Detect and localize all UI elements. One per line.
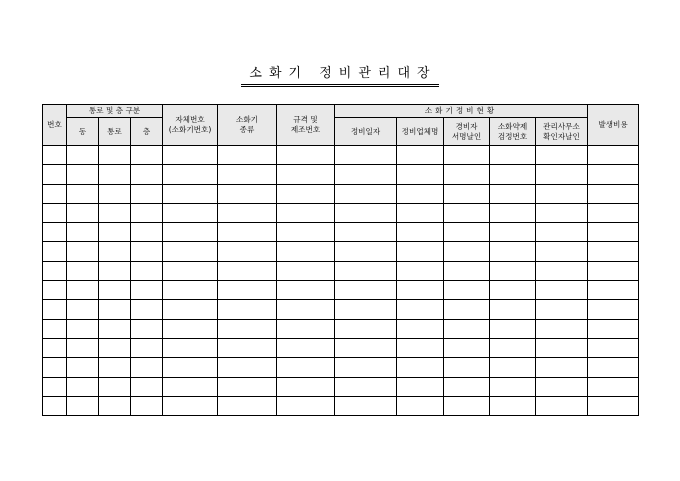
- table-cell[interactable]: [99, 146, 131, 165]
- header-maintenance-company: 정비업체명: [397, 118, 444, 146]
- table-cell[interactable]: [277, 396, 335, 415]
- header-agent-cert-number: 소화약제 검정번호: [490, 118, 536, 146]
- table-cell[interactable]: [536, 377, 588, 396]
- table-cell[interactable]: [218, 377, 277, 396]
- table-cell[interactable]: [444, 165, 490, 184]
- table-cell[interactable]: [588, 261, 639, 280]
- table-cell[interactable]: [131, 338, 163, 357]
- table-cell[interactable]: [43, 203, 67, 222]
- table-cell[interactable]: [444, 358, 490, 377]
- table-cell[interactable]: [218, 261, 277, 280]
- table-cell[interactable]: [397, 184, 444, 203]
- header-self-number: 자체번호 (소화기번호): [163, 105, 218, 146]
- table-row: [43, 319, 639, 338]
- table-cell[interactable]: [536, 281, 588, 300]
- table-cell[interactable]: [490, 242, 536, 261]
- table-cell[interactable]: [67, 146, 99, 165]
- table-cell[interactable]: [131, 358, 163, 377]
- table-cell[interactable]: [218, 203, 277, 222]
- table-row: [43, 300, 639, 319]
- table-cell[interactable]: [277, 184, 335, 203]
- table-cell[interactable]: [99, 281, 131, 300]
- table-cell[interactable]: [397, 281, 444, 300]
- table-cell[interactable]: [444, 338, 490, 357]
- table-cell[interactable]: [131, 242, 163, 261]
- table-cell[interactable]: [397, 319, 444, 338]
- table-cell[interactable]: [218, 281, 277, 300]
- document-title: 소화기 정비관리대장: [241, 62, 438, 87]
- table-cell[interactable]: [397, 223, 444, 242]
- table-cell[interactable]: [536, 319, 588, 338]
- table-cell[interactable]: [397, 338, 444, 357]
- table-cell[interactable]: [131, 377, 163, 396]
- table-cell[interactable]: [163, 184, 218, 203]
- table-cell[interactable]: [536, 242, 588, 261]
- table-cell[interactable]: [397, 165, 444, 184]
- table-cell[interactable]: [43, 281, 67, 300]
- table-cell[interactable]: [99, 165, 131, 184]
- table-cell[interactable]: [444, 203, 490, 222]
- table-cell[interactable]: [99, 377, 131, 396]
- table-cell[interactable]: [218, 242, 277, 261]
- header-office-confirm: 관리사무소 확인자날인: [536, 118, 588, 146]
- table-cell[interactable]: [163, 358, 218, 377]
- table-cell[interactable]: [490, 319, 536, 338]
- maintenance-ledger-table: [42, 104, 639, 416]
- table-cell[interactable]: [335, 223, 397, 242]
- table-cell[interactable]: [99, 223, 131, 242]
- table-cell[interactable]: [43, 184, 67, 203]
- header-passage: 통로: [99, 118, 131, 146]
- table-cell[interactable]: [536, 396, 588, 415]
- header-guard-signature: 경비자 서명날인: [444, 118, 490, 146]
- table-cell[interactable]: [490, 281, 536, 300]
- table-row: [43, 203, 639, 222]
- table-cell[interactable]: [99, 358, 131, 377]
- table-cell[interactable]: [588, 203, 639, 222]
- table-cell[interactable]: [490, 261, 536, 280]
- header-floor: 층: [131, 118, 163, 146]
- table-cell[interactable]: [335, 358, 397, 377]
- table-cell[interactable]: [67, 377, 99, 396]
- table-cell[interactable]: [277, 377, 335, 396]
- table-cell[interactable]: [444, 242, 490, 261]
- table-header: [43, 105, 639, 146]
- table-cell[interactable]: [588, 300, 639, 319]
- table-cell[interactable]: [536, 184, 588, 203]
- table-cell[interactable]: [43, 165, 67, 184]
- table-cell[interactable]: [163, 319, 218, 338]
- table-cell[interactable]: [536, 146, 588, 165]
- table-cell[interactable]: [99, 300, 131, 319]
- table-cell[interactable]: [99, 319, 131, 338]
- header-cost: 발생비용: [588, 105, 639, 146]
- table-cell[interactable]: [277, 281, 335, 300]
- table-cell[interactable]: [131, 396, 163, 415]
- table-cell[interactable]: [490, 396, 536, 415]
- table-row: [43, 165, 639, 184]
- table-cell[interactable]: [588, 377, 639, 396]
- table-cell[interactable]: [335, 319, 397, 338]
- table-cell[interactable]: [588, 281, 639, 300]
- table-cell[interactable]: [99, 396, 131, 415]
- table-cell[interactable]: [43, 261, 67, 280]
- table-cell[interactable]: [163, 203, 218, 222]
- table-cell[interactable]: [335, 146, 397, 165]
- table-cell[interactable]: [490, 300, 536, 319]
- table-cell[interactable]: [163, 146, 218, 165]
- table-cell[interactable]: [588, 319, 639, 338]
- table-cell[interactable]: [536, 223, 588, 242]
- table-cell[interactable]: [67, 300, 99, 319]
- table-cell[interactable]: [163, 396, 218, 415]
- header-building: 동: [67, 118, 99, 146]
- table-cell[interactable]: [43, 242, 67, 261]
- table-cell[interactable]: [335, 203, 397, 222]
- table-cell[interactable]: [277, 358, 335, 377]
- table-cell[interactable]: [490, 184, 536, 203]
- table-cell[interactable]: [67, 281, 99, 300]
- table-cell[interactable]: [218, 223, 277, 242]
- table-cell[interactable]: [67, 338, 99, 357]
- table-cell[interactable]: [588, 358, 639, 377]
- table-cell[interactable]: [397, 146, 444, 165]
- header-spec-serial: 규격 및 제조번호: [277, 105, 335, 146]
- table-row: [43, 358, 639, 377]
- table-cell[interactable]: [218, 338, 277, 357]
- table-cell[interactable]: [99, 338, 131, 357]
- table-cell[interactable]: [67, 396, 99, 415]
- table-row: [43, 377, 639, 396]
- table-row: [43, 146, 639, 165]
- table-cell[interactable]: [397, 358, 444, 377]
- table-row: [43, 396, 639, 415]
- table-cell[interactable]: [588, 223, 639, 242]
- table-cell[interactable]: [335, 377, 397, 396]
- table-cell[interactable]: [67, 319, 99, 338]
- table-cell[interactable]: [43, 338, 67, 357]
- table-cell[interactable]: [43, 396, 67, 415]
- table-cell[interactable]: [335, 184, 397, 203]
- table-cell[interactable]: [490, 203, 536, 222]
- table-cell[interactable]: [218, 184, 277, 203]
- table-cell[interactable]: [218, 146, 277, 165]
- table-cell[interactable]: [163, 261, 218, 280]
- table-cell[interactable]: [218, 165, 277, 184]
- table-cell[interactable]: [588, 184, 639, 203]
- table-cell[interactable]: [99, 184, 131, 203]
- table-cell[interactable]: [67, 223, 99, 242]
- table-cell[interactable]: [536, 165, 588, 184]
- table-cell[interactable]: [444, 261, 490, 280]
- table-cell[interactable]: [277, 319, 335, 338]
- table-cell[interactable]: [277, 261, 335, 280]
- table-cell[interactable]: [335, 165, 397, 184]
- table-cell[interactable]: [99, 203, 131, 222]
- table-cell[interactable]: [277, 146, 335, 165]
- table-row: [43, 242, 639, 261]
- table-cell[interactable]: [444, 396, 490, 415]
- table-cell[interactable]: [277, 300, 335, 319]
- table-cell[interactable]: [277, 203, 335, 222]
- header-passage-floor-group: 통로 및 층 구분: [67, 105, 163, 118]
- table-body: [43, 146, 639, 416]
- table-cell[interactable]: [444, 223, 490, 242]
- table-cell[interactable]: [588, 165, 639, 184]
- table-cell[interactable]: [277, 165, 335, 184]
- table-cell[interactable]: [67, 203, 99, 222]
- table-cell[interactable]: [131, 165, 163, 184]
- table-cell[interactable]: [163, 223, 218, 242]
- table-cell[interactable]: [397, 396, 444, 415]
- table-cell[interactable]: [163, 165, 218, 184]
- table-cell[interactable]: [490, 146, 536, 165]
- table-row: [43, 261, 639, 280]
- table-cell[interactable]: [43, 300, 67, 319]
- table-cell[interactable]: [67, 242, 99, 261]
- table-cell[interactable]: [218, 319, 277, 338]
- header-maintenance-status: 소화기정비현황: [335, 105, 588, 118]
- table-cell[interactable]: [444, 319, 490, 338]
- table-row: [43, 281, 639, 300]
- table-cell[interactable]: [335, 242, 397, 261]
- table-cell[interactable]: [444, 300, 490, 319]
- table-cell[interactable]: [536, 203, 588, 222]
- table-cell[interactable]: [99, 261, 131, 280]
- table-cell[interactable]: [218, 358, 277, 377]
- table-cell[interactable]: [163, 338, 218, 357]
- table-cell[interactable]: [43, 146, 67, 165]
- table-cell[interactable]: [131, 281, 163, 300]
- header-number: 번호: [43, 105, 67, 146]
- table-cell[interactable]: [218, 396, 277, 415]
- table-cell[interactable]: [277, 242, 335, 261]
- table-cell[interactable]: [444, 377, 490, 396]
- table-cell[interactable]: [444, 146, 490, 165]
- table-cell[interactable]: [397, 203, 444, 222]
- table-cell[interactable]: [444, 281, 490, 300]
- table-cell[interactable]: [490, 377, 536, 396]
- table-cell[interactable]: [131, 319, 163, 338]
- document-title-wrap: [0, 62, 680, 87]
- table-cell[interactable]: [490, 165, 536, 184]
- table-cell[interactable]: [335, 338, 397, 357]
- table-cell[interactable]: [588, 146, 639, 165]
- table-cell[interactable]: [67, 358, 99, 377]
- table-cell[interactable]: [444, 184, 490, 203]
- table-row: [43, 223, 639, 242]
- table-cell[interactable]: [397, 242, 444, 261]
- table-cell[interactable]: [163, 281, 218, 300]
- table-cell[interactable]: [43, 319, 67, 338]
- table-cell[interactable]: [335, 396, 397, 415]
- table-cell[interactable]: [588, 338, 639, 357]
- table-cell[interactable]: [397, 300, 444, 319]
- table-cell[interactable]: [67, 184, 99, 203]
- table-cell[interactable]: [67, 261, 99, 280]
- table-cell[interactable]: [335, 281, 397, 300]
- table-cell[interactable]: [131, 223, 163, 242]
- table-cell[interactable]: [218, 300, 277, 319]
- table-cell[interactable]: [131, 300, 163, 319]
- table-cell[interactable]: [99, 242, 131, 261]
- table-cell[interactable]: [490, 223, 536, 242]
- table-cell[interactable]: [67, 165, 99, 184]
- table-row: [43, 338, 639, 357]
- table-cell[interactable]: [397, 377, 444, 396]
- table-cell[interactable]: [131, 261, 163, 280]
- table-cell[interactable]: [536, 261, 588, 280]
- table-cell[interactable]: [335, 261, 397, 280]
- table-cell[interactable]: [131, 146, 163, 165]
- table-cell[interactable]: [536, 358, 588, 377]
- table-cell[interactable]: [490, 358, 536, 377]
- table-cell[interactable]: [131, 184, 163, 203]
- header-maintenance-date: 정비일자: [335, 118, 397, 146]
- table-cell[interactable]: [43, 377, 67, 396]
- table-cell[interactable]: [277, 223, 335, 242]
- table-cell[interactable]: [397, 261, 444, 280]
- table-cell[interactable]: [43, 358, 67, 377]
- table-cell[interactable]: [335, 300, 397, 319]
- table-cell[interactable]: [588, 396, 639, 415]
- table-cell[interactable]: [131, 203, 163, 222]
- table-cell[interactable]: [277, 338, 335, 357]
- header-extinguisher-type: 소화기 종류: [218, 105, 277, 146]
- table-cell[interactable]: [163, 242, 218, 261]
- table-row: [43, 184, 639, 203]
- table-cell[interactable]: [163, 300, 218, 319]
- table-cell[interactable]: [536, 338, 588, 357]
- table-cell[interactable]: [588, 242, 639, 261]
- table-cell[interactable]: [536, 300, 588, 319]
- table-cell[interactable]: [43, 223, 67, 242]
- table-cell[interactable]: [490, 338, 536, 357]
- table-cell[interactable]: [163, 377, 218, 396]
